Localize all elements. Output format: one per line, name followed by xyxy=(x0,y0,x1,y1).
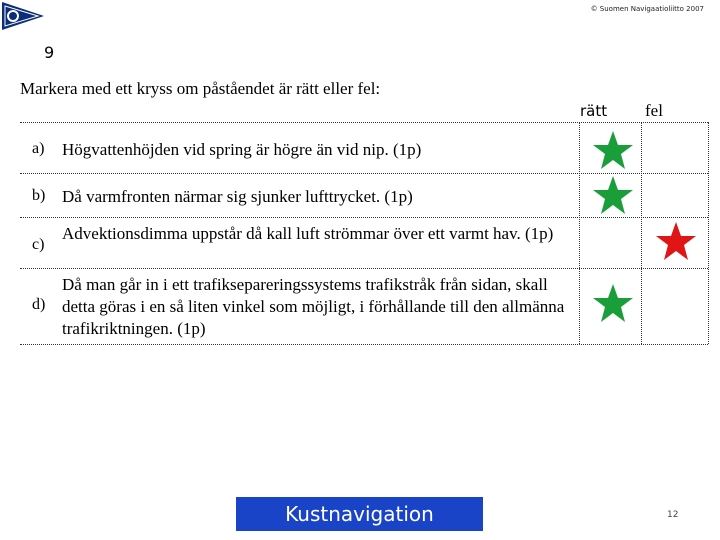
star-shape xyxy=(656,222,696,260)
table-divider xyxy=(20,344,708,345)
page-number: 12 xyxy=(667,510,679,520)
question-text-a: Högvattenhöjden vid spring är högre än vid nip. (1p) xyxy=(62,140,422,159)
question-letter-c: c) xyxy=(32,236,45,253)
column-header-ratt: rätt xyxy=(580,102,608,120)
question-text-b: Då varmfronten närmar sig sjunker lufttrycket. (1p) xyxy=(62,187,413,206)
slide-number: 9 xyxy=(44,43,55,62)
star-icon-correct-d[interactable] xyxy=(592,283,634,325)
question-letter-d: d) xyxy=(32,296,46,313)
star-icon-correct-b[interactable] xyxy=(592,175,634,217)
column-divider xyxy=(579,122,580,344)
star-shape xyxy=(593,131,633,169)
column-divider xyxy=(708,122,709,344)
question-text-c: Advektionsdimma uppstår då kall luft strömmar över ett varmt hav. (1p) xyxy=(62,224,554,243)
column-header-fel: fel xyxy=(645,101,663,120)
table-divider xyxy=(20,217,708,218)
table-divider xyxy=(20,268,708,269)
logo-flag-icon xyxy=(2,2,44,30)
question-text-d: Då man går in i ett trafiksepareringssystems trafikstråk från sidan, skall detta göras i en så liten vinkel som möjligt, i förhållande till den allmänna trafikriktningen. (1p) xyxy=(62,275,565,338)
star-icon-wrong-c[interactable] xyxy=(655,221,697,263)
table-divider xyxy=(20,173,708,174)
question-letter-a: a) xyxy=(32,140,45,157)
star-shape xyxy=(593,176,633,214)
table-divider xyxy=(20,122,708,123)
column-divider xyxy=(641,122,642,344)
footer-title: Kustnavigation xyxy=(236,497,483,531)
instruction-text: Markera med ett kryss om påståendet är rätt eller fel: xyxy=(20,79,381,98)
star-shape xyxy=(593,284,633,322)
star-icon-correct-a[interactable] xyxy=(592,130,634,172)
question-letter-b: b) xyxy=(32,187,46,204)
copyright-text: © Suomen Navigaatioliitto 2007 xyxy=(590,5,704,13)
